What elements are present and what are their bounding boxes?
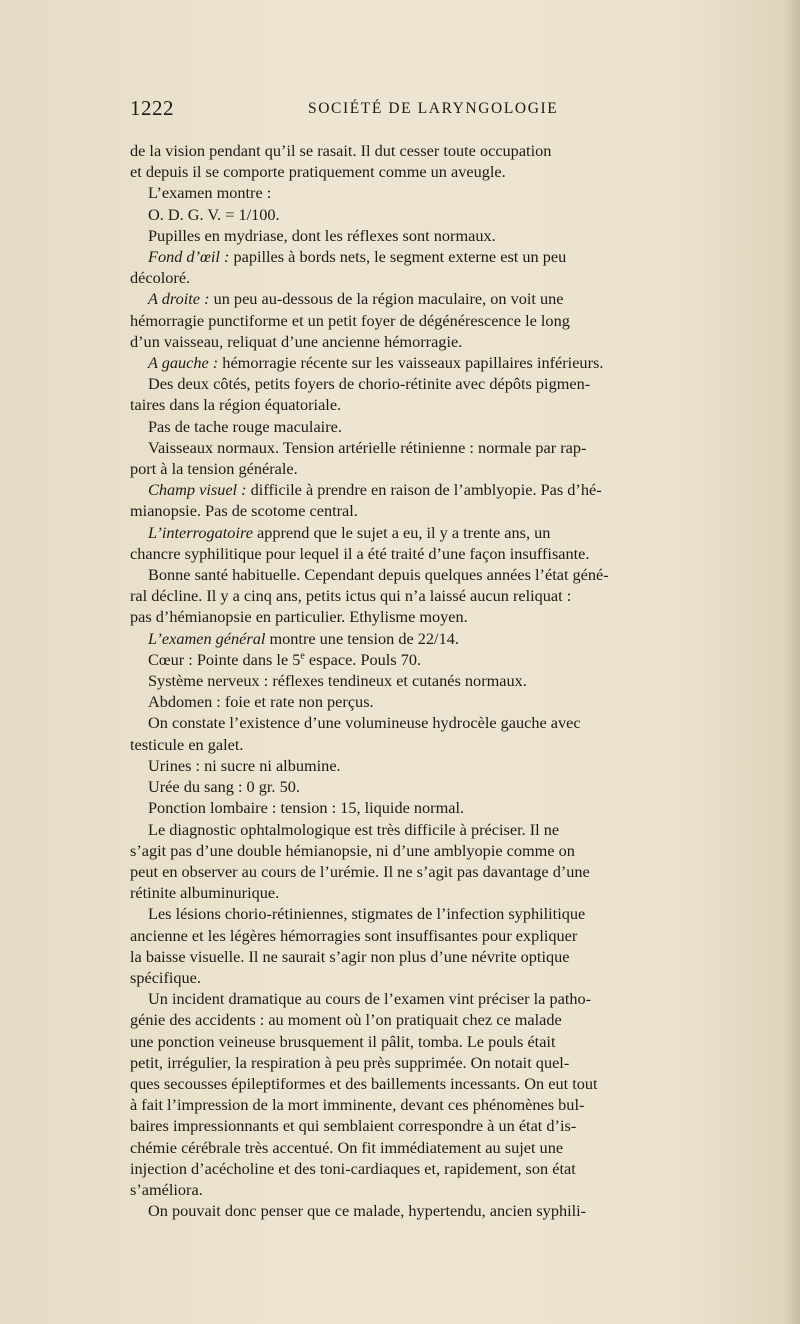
text-line: Système nerveux : réflexes tendineux et cutanés normaux. [148,671,527,691]
text-line: chancre syphilitique pour lequel il a été traité d’une façon insuffisante. [130,543,590,563]
page-number: 1222 [130,96,174,120]
page-edge-shadow [784,0,800,1324]
superscript: e [300,650,305,662]
paragraph [130,288,755,352]
text-line: à fait l’impression de la mort imminente, devant ces phénomènes bul- [130,1095,585,1115]
page-header [130,96,755,126]
text-line: de la vision pendant qu’il se rasait. Il dut cesser toute occupation [130,141,552,160]
text-line: On constate l’existence d’une volumineuse hydrocèle gauche avec [148,713,581,733]
paragraph [130,691,755,712]
text-line: Un incident dramatique au cours de l’examen vint préciser la patho- [148,989,592,1009]
text-line: ancienne et les légères hémorragies sont insuffisantes pour expliquer [130,925,578,945]
text-line: Ponction lombaire : tension : 15, liquide normal. [148,798,465,818]
paragraph [130,797,755,818]
text-line: Le diagnostic ophtalmologique est très difficile à préciser. Il ne [148,819,560,839]
running-head: SOCIÉTÉ DE LARYNGOLOGIE [308,100,559,117]
text-line: Pas de tache rouge maculaire. [148,416,342,436]
text-line: taires dans la région équatoriale. [130,395,342,415]
paragraph [130,479,755,521]
paragraph [130,416,755,437]
text-line: Les lésions chorio-rétiniennes, stigmates de l’infection syphilitique [148,904,586,924]
text-line: port à la tension générale. [130,459,298,479]
text-line: chémie cérébrale très accentué. On fit immédiatement au sujet une [130,1137,564,1157]
text-line: petit, irrégulier, la respiration à peu près supprimée. On notait quel- [130,1052,570,1072]
paragraph [130,564,755,628]
paragraph [130,246,755,288]
text-line: décoloré. [130,268,191,288]
text-line: Urée du sang : 0 gr. 50. [148,777,300,797]
text-line [130,288,755,309]
paragraph [130,819,755,904]
text-line: Des deux côtés, petits foyers de chorio-rétinite avec dépôts pigmen- [148,374,591,394]
text-line: testicule en galet. [130,734,244,754]
document-page [130,96,755,1221]
italic-lead: A droite : [148,289,210,309]
paragraph [130,988,755,1200]
text-run: apprend que le sujet a eu, il y a trente ans, un [252,522,551,542]
text-line: Bonne santé habituelle. Cependant depuis quelques années l’état géné- [148,565,609,585]
paragraph [130,628,755,649]
text-line: injection d’acécholine et des toni-cardiaques et, rapidement, son état [130,1158,576,1178]
paragraph [130,225,755,246]
text-line: Abdomen : foie et rate non perçus. [148,692,374,712]
text-line: peut en observer au cours de l’urémie. Il ne s’agit pas davantage d’une [130,861,590,881]
paragraph [130,182,755,203]
text-line: ral décline. Il y a cinq ans, petits ictus qui n’a laissé aucun reliquat : [130,586,572,606]
paragraph [130,373,755,415]
text-line: et depuis il se comporte pratiquement comme un aveugle. [130,162,506,182]
paragraph [130,903,755,988]
paragraph [130,649,755,670]
text-line [130,479,755,500]
text-line [130,352,755,373]
text-line: mianopsie. Pas de scotome central. [130,501,358,521]
paragraph [130,522,755,564]
text-run: espace. Pouls 70. [304,649,422,669]
text-run: montre une tension de 22/14. [265,628,459,648]
paragraph [130,776,755,797]
text-line: On pouvait donc penser que ce malade, hypertendu, ancien syphili- [148,1201,587,1221]
text-line: Vaisseaux normaux. Tension artérielle rétinienne : normale par rap- [148,437,587,457]
text-line [130,649,755,670]
paragraph [130,1200,755,1221]
text-line [130,628,755,649]
paragraph [130,670,755,691]
text-line [130,246,755,267]
text-line: s’améliora. [130,1179,203,1199]
paragraph [130,712,755,754]
text-line: rétinite albuminurique. [130,883,280,903]
text-line: la baisse visuelle. Il ne saurait s’agir non plus d’une névrite optique [130,946,570,966]
body-text [130,140,755,1221]
text-line [130,522,755,543]
text-line: génie des accidents : au moment où l’on pratiquait chez ce malade [130,1010,562,1030]
text-line: Pupilles en mydriase, dont les réflexes sont normaux. [148,225,496,245]
paragraph [130,437,755,479]
italic-lead: Fond d’œil : [148,247,230,267]
paragraph [130,204,755,225]
text-run: difficile à prendre en raison de l’amblyopie. Pas d’hé- [246,480,602,500]
text-line: pas d’hémianopsie en particulier. Ethylisme moyen. [130,607,468,627]
text-line: Urines : ni sucre ni albumine. [148,755,341,775]
text-run: papilles à bords nets, le segment externe est un peu [229,247,567,267]
text-line: hémorragie punctiforme et un petit foyer de dégénérescence le long [130,310,570,330]
text-line: s’agit pas d’une double hémianopsie, ni d’une amblyopie comme on [130,840,575,860]
text-line: L’examen montre : [148,183,272,203]
text-line: spécifique. [130,967,201,987]
text-line: une ponction veineuse brusquement il pâlit, tomba. Le pouls était [130,1031,556,1051]
text-line: O. D. G. V. = 1/100. [148,204,280,224]
italic-lead: Champ visuel : [148,480,247,500]
text-line: d’un vaisseau, reliquat d’une ancienne hémorragie. [130,331,463,351]
paragraph [130,755,755,776]
text-run: Cœur : Pointe dans le 5 [148,649,301,669]
text-line: baires impressionnants et qui semblaient correspondre à un état d’is- [130,1116,577,1136]
paragraph [130,352,755,373]
paragraph [130,140,755,182]
text-line: ques secousses épileptiformes et des baillements incessants. On eut tout [130,1073,598,1093]
text-run: un peu au-dessous de la région maculaire, on voit une [209,289,564,309]
italic-lead: L’examen général [148,628,266,648]
italic-lead: L’interrogatoire [148,522,253,542]
text-run: hémorragie récente sur les vaisseaux papillaires inférieurs. [218,353,604,373]
italic-lead: A gauche : [148,353,219,373]
